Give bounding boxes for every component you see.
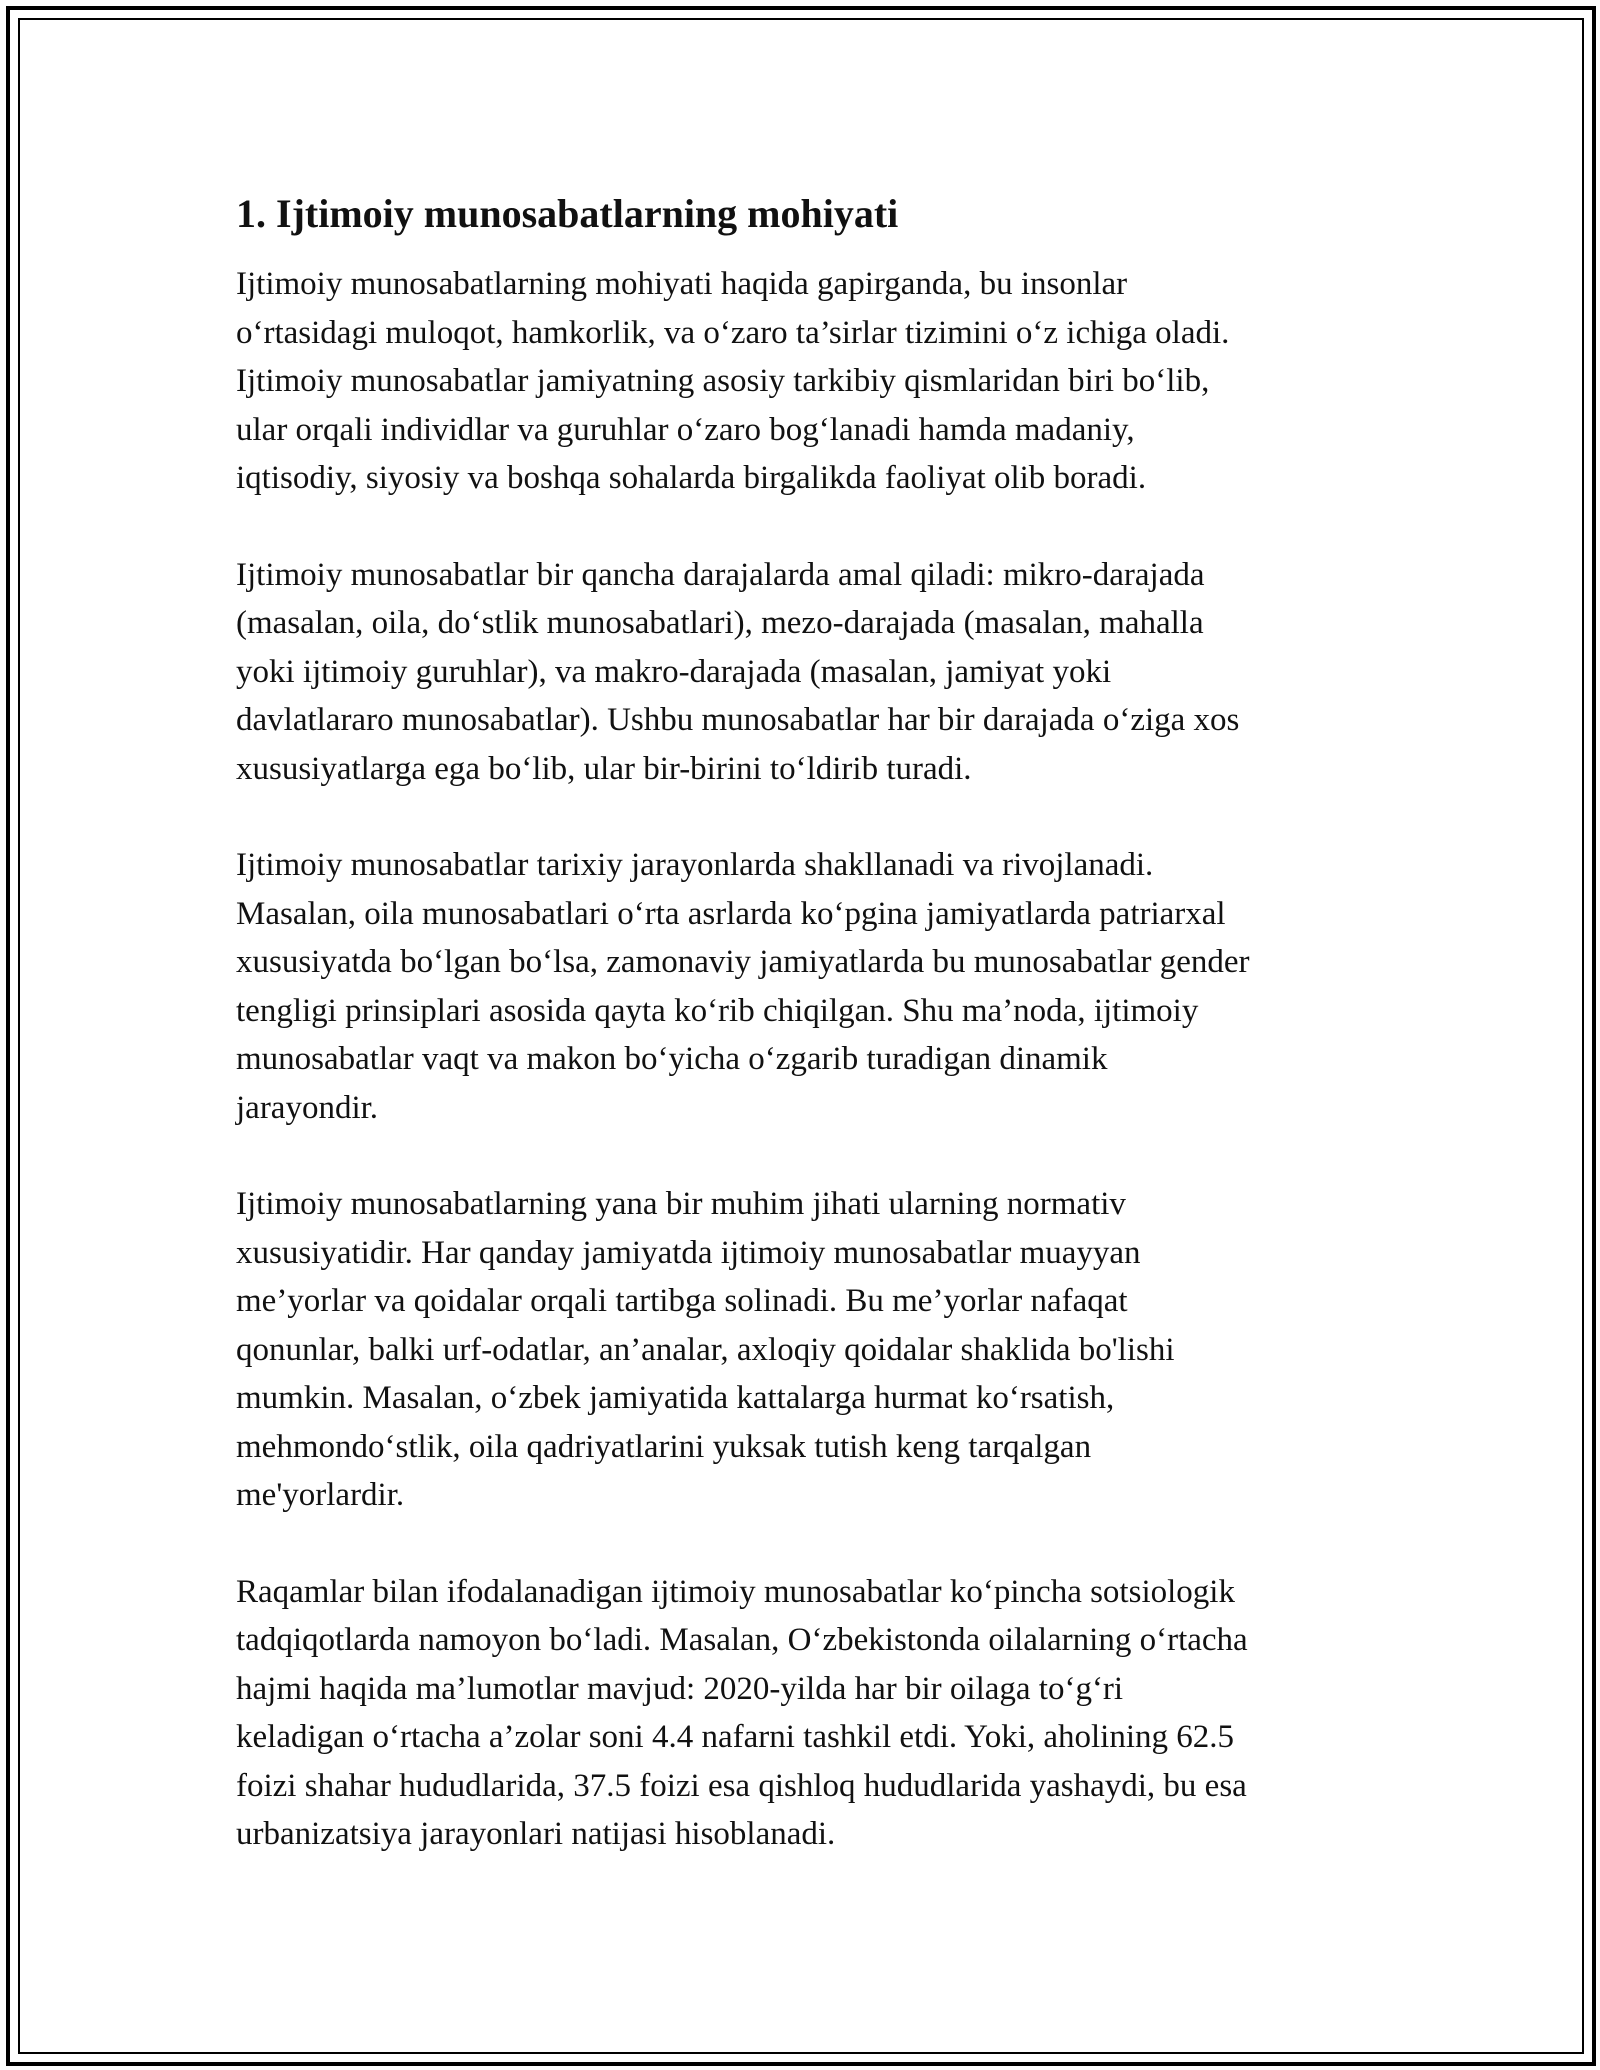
text-line: Masalan, oila munosabatlari o‘rta asrlarda ko‘pgina jamiyatlarda patriarxal bbox=[236, 895, 1226, 932]
text-line: Raqamlar bilan ifodalanadigan ijtimoiy munosabatlar ko‘pincha sotsiologik bbox=[236, 1573, 1235, 1610]
text-line: keladigan o‘rtacha a’zolar soni 4.4 nafarni tashkil etdi. Yoki, aholining 62.5 bbox=[236, 1719, 1235, 1755]
text-line: Ijtimoiy munosabatlar jamiyatning asosiy tarkibiy qismlaridan biri bo‘lib, bbox=[236, 363, 1210, 399]
section-heading: 1. Ijtimoiy munosabatlarning mohiyati bbox=[236, 191, 899, 236]
text-line: foizi shahar hududlarida, 37.5 foizi esa qishloq hududlarida yashaydi, bu esa bbox=[236, 1767, 1247, 1804]
text-line: Ijtimoiy munosabatlar tarixiy jarayonlarda shakllanadi va rivojlanadi. bbox=[236, 847, 1154, 883]
text-line: jarayondir. bbox=[236, 1089, 379, 1126]
text-line: Ijtimoiy munosabatlarning yana bir muhim jihati ularning normativ bbox=[236, 1186, 1126, 1222]
text-line: tengligi prinsiplari asosida qayta ko‘rib chiqilgan. Shu ma’noda, ijtimoiy bbox=[236, 992, 1199, 1029]
text-line: Ijtimoiy munosabatlar bir qancha darajalarda amal qiladi: mikro-darajada bbox=[236, 556, 1205, 593]
paragraph-2 bbox=[236, 551, 1376, 794]
text-line: o‘rtasidagi muloqot, hamkorlik, va o‘zaro ta’sirlar tizimini o‘z ichiga oladi. bbox=[236, 314, 1230, 351]
paragraph-1 bbox=[236, 260, 1376, 503]
document-body bbox=[236, 188, 1376, 1907]
text-line: mumkin. Masalan, o‘zbek jamiyatida kattalarga hurmat ko‘rsatish, bbox=[236, 1380, 1115, 1416]
text-line: hajmi haqida ma’lumotlar mavjud: 2020-yilda har bir oilaga to‘g‘ri bbox=[236, 1670, 1124, 1707]
text-line: yoki ijtimoiy guruhlar), va makro-darajada (masalan, jamiyat yoki bbox=[236, 653, 1112, 690]
text-line: mehmondo‘stlik, oila qadriyatlarini yuksak tutish keng tarqalgan bbox=[236, 1428, 1092, 1465]
text-line: iqtisodiy, siyosiy va boshqa sohalarda birgalikda faoliyat olib boradi. bbox=[236, 460, 1147, 496]
text-line: qonunlar, balki urf-odatlar, an’analar, axloqiy qoidalar shaklida bo'lishi bbox=[236, 1331, 1175, 1368]
text-line: xususiyatlarga ega bo‘lib, ular bir-birini to‘ldirib turadi. bbox=[236, 750, 972, 787]
text-line: davlatlararo munosabatlar). Ushbu munosabatlar har bir darajada o‘ziga xos bbox=[236, 702, 1240, 738]
text-line: xususiyatidir. Har qanday jamiyatda ijtimoiy munosabatlar muayyan bbox=[236, 1234, 1141, 1271]
paragraph-3 bbox=[236, 841, 1376, 1132]
paragraph-5 bbox=[236, 1568, 1376, 1859]
text-line: me'yorlardir. bbox=[236, 1477, 405, 1513]
paragraph-4 bbox=[236, 1180, 1376, 1520]
text-line: urbanizatsiya jarayonlari natijasi hisoblanadi. bbox=[236, 1816, 836, 1852]
text-line: munosabatlar vaqt va makon bo‘yicha o‘zgarib turadigan dinamik bbox=[236, 1041, 1108, 1077]
text-line: Ijtimoiy munosabatlarning mohiyati haqida gapirganda, bu insonlar bbox=[236, 266, 1128, 302]
text-line: ular orqali individlar va guruhlar o‘zaro bog‘lanadi hamda madaniy, bbox=[236, 411, 1135, 448]
text-line: xususiyatda bo‘lgan bo‘lsa, zamonaviy jamiyatlarda bu munosabatlar gender bbox=[236, 944, 1250, 980]
text-line: (masalan, oila, do‘stlik munosabatlari), mezo-darajada (masalan, mahalla bbox=[236, 605, 1204, 641]
text-line: tadqiqotlarda namoyon bo‘ladi. Masalan, O‘zbekistonda oilalarning o‘rtacha bbox=[236, 1622, 1248, 1658]
text-line: me’yorlar va qoidalar orqali tartibga solinadi. Bu me’yorlar nafaqat bbox=[236, 1283, 1128, 1319]
